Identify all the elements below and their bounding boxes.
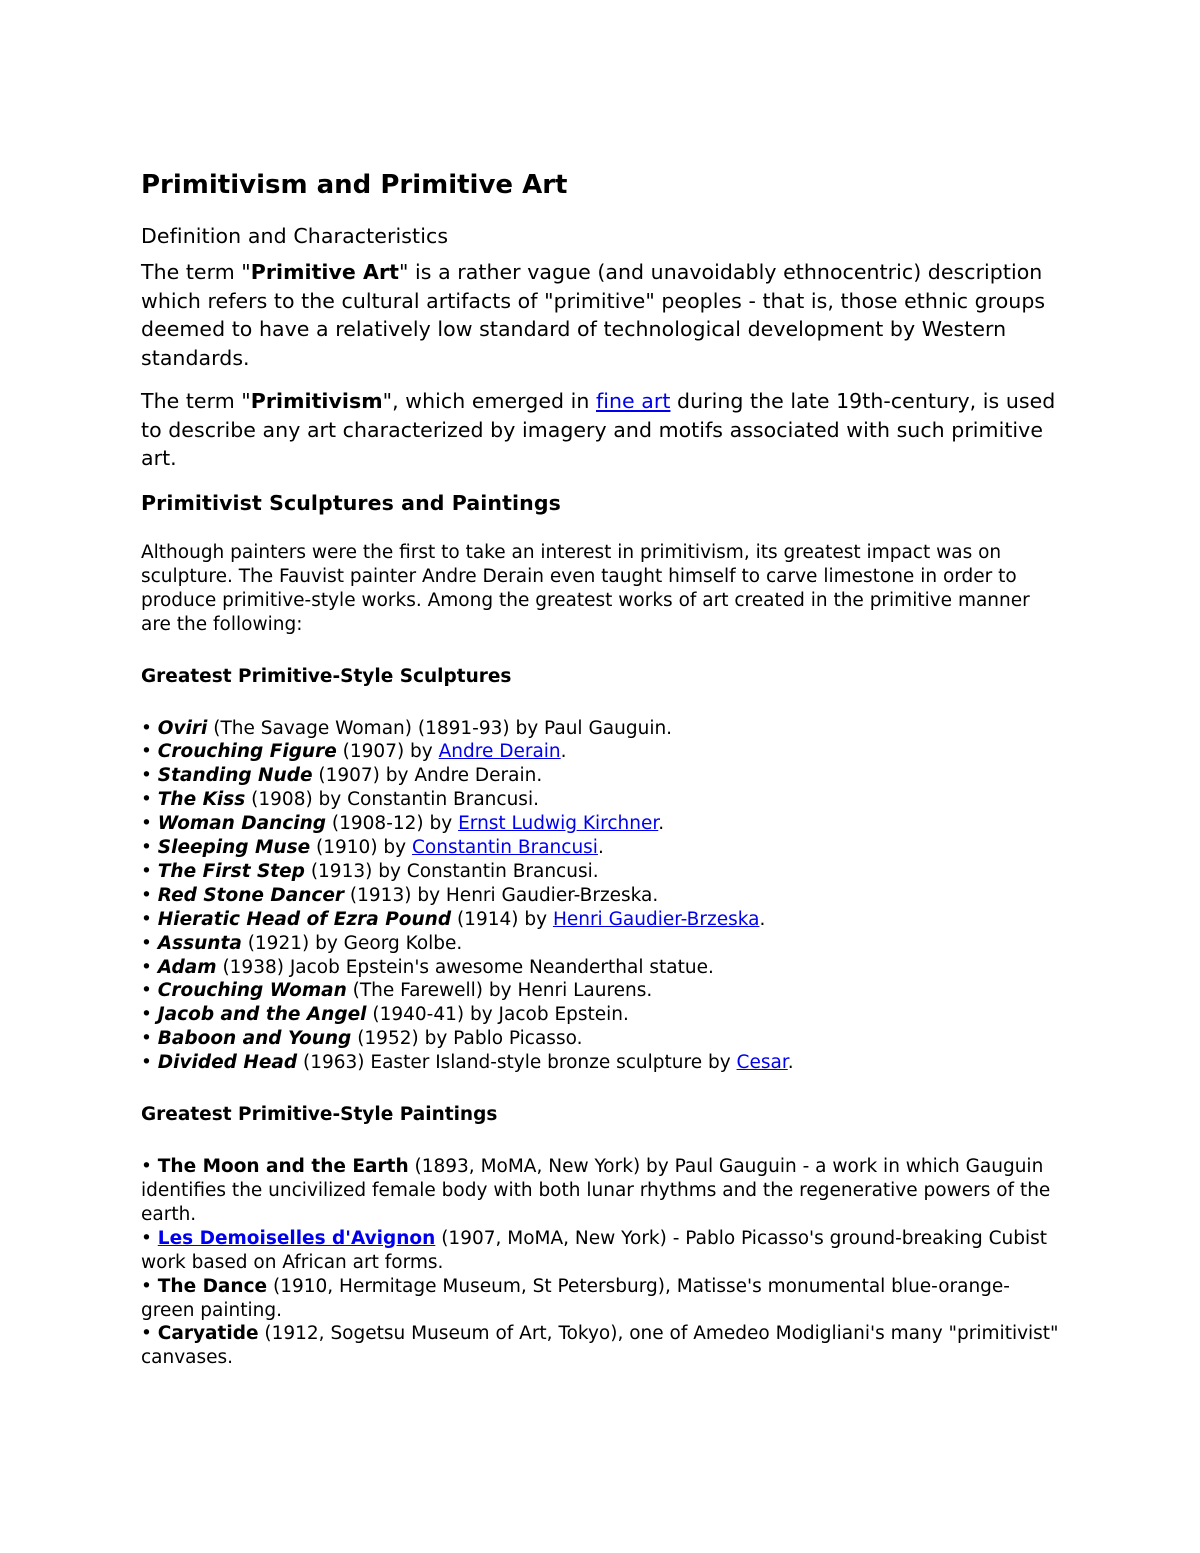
page-title: Primitivism and Primitive Art: [141, 170, 568, 200]
bullet: •: [141, 765, 158, 787]
sculpture-list-item: [141, 932, 1061, 956]
sculpture-list-item: [141, 812, 1061, 836]
sculpture-list-item: [141, 1027, 1061, 1051]
text-run: .: [597, 837, 604, 859]
bullet: •: [141, 789, 158, 811]
sculpture-details: (1913) by Constantin Brancusi.: [304, 860, 599, 882]
painting-title: Caryatide: [157, 1323, 259, 1345]
sculpture-details: (1910) by: [310, 837, 412, 859]
bullet: •: [141, 1227, 158, 1249]
sculpture-title: Woman Dancing: [157, 813, 327, 835]
sculpture-details: (1963) Easter Island-style bronze sculpture by: [297, 1052, 737, 1074]
painting-list-item: [141, 1322, 1061, 1370]
fine-art-link[interactable]: fine art: [596, 389, 671, 413]
sculpture-list-item: [141, 1051, 1061, 1075]
bullet: •: [141, 1275, 158, 1297]
paintings-heading: Greatest Primitive-Style Paintings: [141, 1104, 498, 1126]
sculpture-list-item: [141, 979, 1061, 1003]
sculpture-details: (1940-41) by Jacob Epstein.: [366, 1004, 629, 1026]
sculpture-details: (1921) by Georg Kolbe.: [241, 932, 463, 954]
term-primitivism: Primitivism: [250, 389, 383, 413]
sculpture-title: Oviri: [157, 717, 208, 739]
document-content: [141, 168, 1061, 1370]
painting-details: (1893, MoMA, New York) by Paul Gauguin - a work in which Gauguin identifies the uncivilized female body with both lunar rhythms and the regenerative powers of the earth.: [141, 1156, 1051, 1225]
bullet: •: [141, 860, 158, 882]
text-run: " is a rather vague (and unavoidably ethnocentric) description which refers to the cultural artifacts of "primitive" peoples - that is, those ethnic groups deemed to have a relatively low standard of technological development by Western standards.: [141, 260, 1046, 370]
bullet: •: [141, 980, 158, 1002]
sculpture-title: Crouching Figure: [157, 741, 337, 763]
sculpture-list-item: [141, 956, 1061, 980]
bullet: •: [141, 717, 158, 739]
sculpture-list-item: [141, 836, 1061, 860]
sculpture-title: Standing Nude: [157, 765, 313, 787]
sculpture-list-item: [141, 740, 1061, 764]
sculpture-details: (The Farewell) by Henri Laurens.: [346, 980, 653, 1002]
painting-title-link[interactable]: Les Demoiselles d'Avignon: [157, 1227, 436, 1249]
artist-link[interactable]: Cesar: [736, 1052, 788, 1074]
sculpture-details: (1908-12) by: [326, 813, 459, 835]
sculpture-list-item: [141, 1003, 1061, 1027]
text-run: .: [658, 813, 665, 835]
sculpture-title: Hieratic Head of Ezra Pound: [157, 908, 452, 930]
sculpture-title: The Kiss: [157, 789, 246, 811]
painting-title: The Moon and the Earth: [157, 1156, 409, 1178]
sculpture-details: (The Savage Woman) (1891-93) by Paul Gauguin.: [207, 717, 673, 739]
bullet: •: [141, 741, 158, 763]
sculpture-title: Divided Head: [157, 1052, 298, 1074]
artist-link[interactable]: Andre Derain: [438, 741, 561, 763]
sculpture-title: Red Stone Dancer: [157, 884, 345, 906]
sculpture-list-item: [141, 788, 1061, 812]
painting-details: (1910, Hermitage Museum, St Petersburg), Matisse's monumental blue-orange-green painting.: [141, 1275, 1010, 1321]
sculpture-title: Jacob and the Angel: [157, 1004, 367, 1026]
sculpture-title: Crouching Woman: [157, 980, 347, 1002]
bullet: •: [141, 884, 158, 906]
sculpture-title: Adam: [157, 956, 217, 978]
sculpture-list-item: [141, 717, 1061, 741]
painting-details: (1907, MoMA, New York) - Pablo Picasso's ground-breaking Cubist work based on African art forms.: [141, 1227, 1048, 1273]
bullet: •: [141, 1004, 158, 1026]
bullet: •: [141, 932, 158, 954]
sculpture-title: The First Step: [157, 860, 305, 882]
bullet: •: [141, 956, 158, 978]
bullet: •: [141, 1052, 158, 1074]
text-run: .: [560, 741, 567, 763]
artist-link[interactable]: Constantin Brancusi: [412, 837, 598, 859]
text-run: during the late 19th-century, is used to describe any art characterized by imagery and motifs associated with such primitive art.: [141, 389, 1056, 470]
sculpture-details: (1938) Jacob Epstein's awesome Neanderthal statue.: [216, 956, 714, 978]
text-run: .: [787, 1052, 794, 1074]
bullet: •: [141, 908, 158, 930]
sculpture-list-item: [141, 764, 1061, 788]
artist-link[interactable]: Ernst Ludwig Kirchner: [458, 813, 659, 835]
sculptures-heading: Greatest Primitive-Style Sculptures: [141, 665, 512, 687]
text-run: The term ": [141, 260, 251, 284]
sculpture-list-item: [141, 860, 1061, 884]
sculpture-title: Sleeping Muse: [157, 837, 311, 859]
text-run: ", which emerged in: [382, 389, 596, 413]
intro-paragraph: Although painters were the first to take an interest in primitivism, its greatest impact was on sculpture. The Fauvist painter Andre Derain even taught himself to carve limestone in order to produce primitive-style works. Among the greatest works of art created in the primitive manner are the following:: [141, 541, 1030, 635]
sculpture-details: (1914) by: [451, 908, 553, 930]
bullet: •: [141, 1323, 158, 1345]
sculpture-list-item: [141, 884, 1061, 908]
paintings-list: [141, 1155, 1061, 1370]
painting-list-item: [141, 1155, 1061, 1227]
bullet: •: [141, 1156, 158, 1178]
sculpture-details: (1952) by Pablo Picasso.: [351, 1028, 583, 1050]
sculpture-list-item: [141, 908, 1061, 932]
sculpture-title: Baboon and Young: [157, 1028, 352, 1050]
bullet: •: [141, 837, 158, 859]
sculpture-details: (1907) by: [336, 741, 439, 763]
artist-link[interactable]: Henri Gaudier-Brzeska: [552, 908, 760, 930]
sculpture-details: (1908) by Constantin Brancusi.: [245, 789, 539, 811]
painting-list-item: [141, 1275, 1061, 1323]
paragraph-primitivism: [141, 387, 1061, 473]
bullet: •: [141, 813, 158, 835]
sculpture-details: (1907) by Andre Derain.: [312, 765, 543, 787]
section-heading-sculptures-paintings: Primitivist Sculptures and Paintings: [141, 490, 561, 515]
text-run: .: [759, 908, 766, 930]
painting-details: (1912, Sogetsu Museum of Art, Tokyo), one of Amedeo Modigliani's many "primitivist" canvases.: [141, 1323, 1059, 1369]
painting-list-item: [141, 1227, 1061, 1275]
sculpture-details: (1913) by Henri Gaudier-Brzeska.: [344, 884, 659, 906]
painting-title: The Dance: [157, 1275, 268, 1297]
paragraph-primitive-art: [141, 258, 1061, 372]
bullet: •: [141, 1028, 158, 1050]
sculptures-list: [141, 717, 1061, 1076]
sculpture-title: Assunta: [157, 932, 242, 954]
term-primitive-art: Primitive Art: [250, 260, 399, 284]
text-run: The term ": [141, 389, 251, 413]
section-heading-definition: Definition and Characteristics: [141, 224, 449, 248]
